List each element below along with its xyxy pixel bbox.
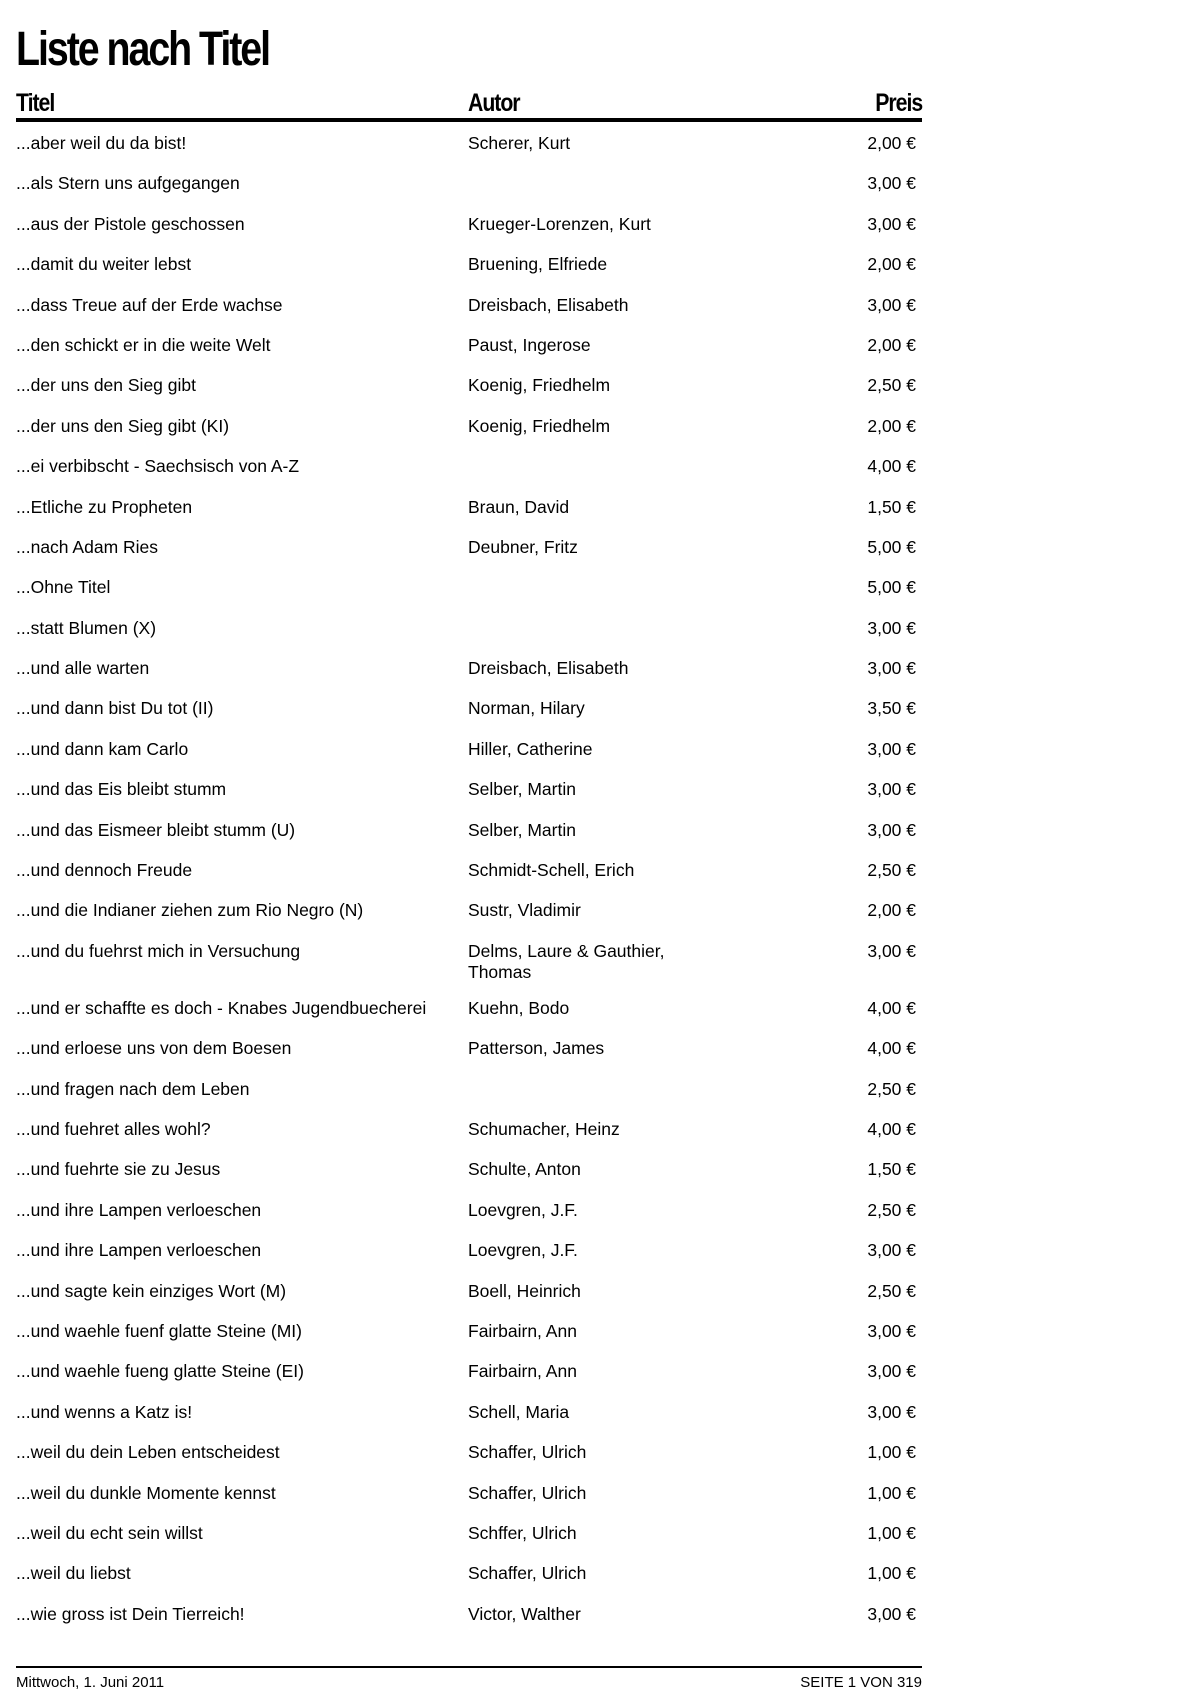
table-row [16, 497, 922, 537]
row-title: ...aber weil du da bist! [16, 133, 187, 153]
row-author: Victor, Walther [468, 1603, 581, 1624]
document-page [16, 0, 922, 1701]
row-title: ...und waehle fueng glatte Steine (EI) [16, 1361, 304, 1382]
row-title: ...und fuehrte sie zu Jesus [16, 1159, 221, 1180]
table-row [16, 820, 922, 860]
table-row [16, 1119, 922, 1159]
row-author: Koenig, Friedhelm [468, 415, 611, 436]
row-author: Braun, David [468, 496, 570, 517]
row-author: Paust, Ingerose [468, 334, 591, 355]
table-row [16, 456, 922, 496]
row-price: 3,00 € [867, 173, 916, 194]
table-row [16, 1361, 922, 1401]
row-title: ...nach Adam Ries [16, 536, 159, 557]
row-title: ...und waehle fuenf glatte Steine (MI) [16, 1320, 302, 1341]
row-title: ...und wenns a Katz is! [16, 1401, 193, 1422]
row-price: 3,00 € [867, 779, 916, 800]
table-row [16, 335, 922, 375]
table-row [16, 173, 922, 213]
row-title: ...Etliche zu Propheten [16, 496, 193, 517]
table-row [16, 1402, 922, 1442]
row-title: ...aus der Pistole geschossen [16, 213, 245, 234]
row-title: ...weil du dein Leben entscheidest [16, 1442, 280, 1463]
row-author: Fairbairn, Ann [468, 1320, 577, 1341]
row-price: 4,00 € [867, 456, 916, 477]
row-price: 3,00 € [867, 738, 916, 759]
row-price: 2,00 € [867, 415, 916, 436]
row-price: 5,00 € [867, 577, 916, 598]
row-price: 1,50 € [867, 1159, 916, 1180]
row-price: 1,00 € [867, 1482, 916, 1503]
row-title: ...und ihre Lampen verloeschen [16, 1240, 262, 1261]
table-row [16, 860, 922, 900]
table-row [16, 1321, 922, 1361]
table-row [16, 698, 922, 738]
table-row [16, 1563, 922, 1603]
row-price: 1,00 € [867, 1522, 916, 1543]
column-header-author: Autor [468, 89, 520, 117]
row-price: 3,00 € [867, 1603, 916, 1624]
row-price: 3,00 € [867, 1361, 916, 1382]
row-price: 1,00 € [867, 1442, 916, 1463]
row-price: 3,00 € [867, 819, 916, 840]
row-author: Hiller, Catherine [468, 738, 593, 759]
row-author: Schulte, Anton [468, 1159, 581, 1180]
row-title: ...und die Indianer ziehen zum Rio Negro (N) [16, 900, 364, 921]
column-header-title: Titel [16, 89, 55, 117]
row-title: ...ei verbibscht - Saechsisch von A-Z [16, 456, 300, 477]
page-title: Liste nach Titel [16, 23, 270, 76]
row-author: Selber, Martin [468, 779, 576, 800]
row-price: 2,00 € [867, 334, 916, 355]
row-price: 2,50 € [867, 1199, 916, 1220]
table-row [16, 1079, 922, 1119]
table-row [16, 1604, 922, 1644]
row-author: Schmidt-Schell, Erich [468, 860, 635, 881]
row-price: 5,00 € [867, 536, 916, 557]
table-row [16, 133, 922, 173]
row-price: 1,00 € [867, 1563, 916, 1584]
row-author: Scherer, Kurt [468, 133, 571, 153]
row-author: Schffer, Ulrich [468, 1522, 577, 1543]
row-author: Fairbairn, Ann [468, 1361, 577, 1382]
row-author: Norman, Hilary [468, 698, 585, 719]
row-author: Bruening, Elfriede [468, 254, 608, 275]
row-author: Dreisbach, Elisabeth [468, 294, 629, 315]
table-row [16, 254, 922, 294]
row-price: 2,50 € [867, 860, 916, 881]
row-author: Delms, Laure & Gauthier, Thomas [468, 940, 665, 982]
row-author: Patterson, James [468, 1038, 605, 1059]
row-title: ...wie gross ist Dein Tierreich! [16, 1603, 245, 1624]
table-row [16, 1038, 922, 1078]
row-author: Schaffer, Ulrich [468, 1442, 587, 1463]
row-title: ...statt Blumen (X) [16, 617, 157, 638]
row-title: ...den schickt er in die weite Welt [16, 334, 271, 355]
row-author: Schumacher, Heinz [468, 1118, 620, 1139]
table-row [16, 1240, 922, 1280]
row-title: ...und alle warten [16, 658, 150, 679]
table-row [16, 537, 922, 577]
footer-page-number: SEITE 1 VON 319 [800, 1674, 922, 1691]
row-title: ...als Stern uns aufgegangen [16, 173, 240, 194]
row-price: 2,50 € [867, 1280, 916, 1301]
row-price: 3,00 € [867, 213, 916, 234]
row-title: ...und sagte kein einziges Wort (M) [16, 1280, 287, 1301]
row-title: ...und fuehret alles wohl? [16, 1118, 211, 1139]
row-title: ...und fragen nach dem Leben [16, 1078, 250, 1099]
row-title: ...dass Treue auf der Erde wachse [16, 294, 283, 315]
row-title: ...der uns den Sieg gibt (KI) [16, 415, 230, 436]
row-title: ...und erloese uns von dem Boesen [16, 1038, 292, 1059]
table-row [16, 618, 922, 658]
row-price: 3,00 € [867, 294, 916, 315]
row-price: 2,00 € [867, 254, 916, 275]
row-price: 3,00 € [867, 658, 916, 679]
row-price: 3,00 € [867, 1320, 916, 1341]
table-row [16, 658, 922, 698]
table-row [16, 779, 922, 819]
table-row [16, 1281, 922, 1321]
table-header [16, 88, 922, 122]
row-title: ...weil du echt sein willst [16, 1522, 203, 1543]
table-row [16, 998, 922, 1038]
row-title: ...weil du liebst [16, 1563, 131, 1584]
row-price: 3,00 € [867, 940, 916, 961]
row-price: 2,00 € [867, 133, 916, 153]
row-author: Schaffer, Ulrich [468, 1563, 587, 1584]
row-title: ...und das Eismeer bleibt stumm (U) [16, 819, 296, 840]
row-author: Sustr, Vladimir [468, 900, 581, 921]
table-row [16, 1523, 922, 1563]
row-title: ...damit du weiter lebst [16, 254, 192, 275]
row-title: ...weil du dunkle Momente kennst [16, 1482, 276, 1503]
row-author: Boell, Heinrich [468, 1280, 581, 1301]
table-row [16, 941, 922, 998]
row-price: 4,00 € [867, 997, 916, 1018]
table-row [16, 1442, 922, 1482]
row-title: ...und er schaffte es doch - Knabes Jugendbuecherei [16, 997, 427, 1018]
row-title: ...und ihre Lampen verloeschen [16, 1199, 262, 1220]
row-price: 1,50 € [867, 496, 916, 517]
table-row [16, 1200, 922, 1240]
row-author: Schell, Maria [468, 1401, 570, 1422]
book-list [16, 133, 922, 1644]
row-price: 3,00 € [867, 617, 916, 638]
row-price: 3,00 € [867, 1401, 916, 1422]
row-title: ...und dann kam Carlo [16, 738, 189, 759]
row-price: 4,00 € [867, 1118, 916, 1139]
table-row [16, 214, 922, 254]
table-row [16, 577, 922, 617]
column-header-price: Preis [875, 89, 922, 117]
table-row [16, 1159, 922, 1199]
row-title: ...Ohne Titel [16, 577, 111, 598]
row-price: 3,00 € [867, 1240, 916, 1261]
row-title: ...und du fuehrst mich in Versuchung [16, 940, 301, 961]
row-author: Krueger-Lorenzen, Kurt [468, 213, 651, 234]
table-row [16, 375, 922, 415]
row-price: 2,50 € [867, 1078, 916, 1099]
row-author: Dreisbach, Elisabeth [468, 658, 629, 679]
row-price: 4,00 € [867, 1038, 916, 1059]
row-title: ...und dann bist Du tot (II) [16, 698, 214, 719]
footer-date: Mittwoch, 1. Juni 2011 [16, 1674, 165, 1691]
table-row [16, 295, 922, 335]
row-author: Koenig, Friedhelm [468, 375, 611, 396]
row-title: ...der uns den Sieg gibt [16, 375, 196, 396]
row-author: Schaffer, Ulrich [468, 1482, 587, 1503]
page-footer [16, 1666, 922, 1698]
table-row [16, 739, 922, 779]
row-author: Loevgren, J.F. [468, 1199, 578, 1220]
row-price: 2,00 € [867, 900, 916, 921]
row-title: ...und das Eis bleibt stumm [16, 779, 227, 800]
row-price: 3,50 € [867, 698, 916, 719]
table-row [16, 1483, 922, 1523]
row-price: 2,50 € [867, 375, 916, 396]
table-row [16, 416, 922, 456]
row-author: Loevgren, J.F. [468, 1240, 578, 1261]
row-title: ...und dennoch Freude [16, 860, 193, 881]
row-author: Selber, Martin [468, 819, 576, 840]
table-row [16, 900, 922, 940]
row-author: Deubner, Fritz [468, 536, 578, 557]
row-author: Kuehn, Bodo [468, 997, 570, 1018]
